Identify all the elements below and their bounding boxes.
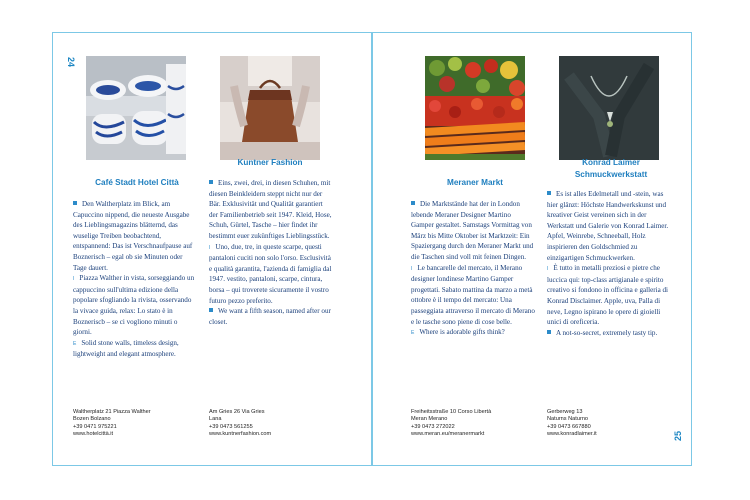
address-website[interactable]: www.meran.eu/meranermarkt — [411, 430, 485, 437]
text-german: Den Waltherplatz im Blick, am Capuccino nippend, die neueste Ausgabe des Lieblingsmagazins blätternd, das wuselige Treiben beobachtend, entspannend: Das ist Verschnaufpause auf Boznerisch – egal ob sie Minuten oder Tage dauert. — [73, 200, 193, 272]
text-english: We want a fifth season, named after our closet. — [209, 307, 331, 326]
address-city: Bozen Bolzano — [73, 416, 111, 423]
english-marker: E — [73, 340, 77, 347]
address-block — [209, 409, 271, 438]
address-city: Lana — [209, 416, 222, 423]
german-marker-icon — [209, 180, 213, 184]
jewelry-photo — [559, 56, 659, 160]
address-phone: +39 0473 667880 — [547, 423, 591, 430]
text-italian: Le bancarelle del mercato, il Merano designer londinese Martino Gamper progettati. Sabato mattina da marzo a metà ottobre è il tempo del mercato: Una passeggiata attraverso il mercato di Merano e le tasche sono piene di cose belle. — [411, 263, 535, 326]
text-german: Eins, zwei, drei, in diesen Schuhen, mit diesen Beinkleidern steppt nicht nur der Bär. Exklusivität und Qualität garantiert der Familienbetrieb seit 1947. Kleid, Hose, Schuh, Gürtel, Tasche – hier findet ihr bestimmt euer zukünftiges Lieblingsstück. — [209, 179, 332, 240]
german-marker-icon — [411, 201, 415, 205]
text-italian: È tutto in metalli preziosi e pietre che luccica qui: top-class artigianale e spirito creativo si fondono in officina e galleria di Konrad Disclaimer. Apple, uva, Palla di neve, Legno ispirano le opere di gioielli unici di oreficeria. — [547, 264, 669, 327]
text-italian: Piazza Walther in vista, sorseggiando un cappuccino sull'ultima edizione della popolare sfogliando la rivista, osservando la vivace guida, relax: Lo stato è in Bozneriscb – se ci vogliono minuti o giorni. — [73, 274, 195, 337]
address-website[interactable]: www.hotelcittà.it — [73, 430, 114, 437]
left-page — [52, 32, 372, 466]
text-english: Solid stone walls, timeless design, lightweight and elegant atmosphere. — [73, 338, 179, 359]
card-body — [73, 199, 197, 360]
teacups-photo — [86, 56, 186, 160]
card-title: Konrad Laimer Schmuckwerkstatt — [574, 158, 648, 179]
address-website[interactable]: www.konradlaimer.it — [547, 430, 597, 437]
address-block — [547, 409, 597, 438]
address-street: Waltherplatz 21 Piazza Walther — [73, 409, 151, 415]
address-city: Naturns Naturno — [547, 416, 589, 423]
text-german: Es ist alles Edelmetall und -stein, was hier glänzt: Höchste Handwerkskunst und kreativer Geist vereinen sich in der Werkstatt und Galerie von Konrad Laimer. Apfel, Weinrebe, Schneeball, Holz inspirieren den Goldschmied zu einzigartigen Schmuckwerken. — [547, 190, 669, 262]
address-street: Am Gries 26 Via Gries — [209, 409, 265, 415]
page-number-left: 24 — [66, 57, 76, 68]
english-marker-icon — [547, 330, 551, 334]
card-body — [411, 199, 535, 339]
page-number-right: 25 — [672, 430, 683, 442]
card-title: Café Stadt Hotel Città — [95, 178, 179, 187]
handbag-photo — [220, 56, 320, 160]
address-phone: +39 0473 561255 — [209, 423, 253, 430]
address-street: Freiheitsstraße 10 Corso Libertà — [411, 409, 492, 415]
address-block — [73, 409, 151, 438]
address-block — [411, 409, 491, 438]
right-page — [372, 32, 692, 466]
address-phone: +39 0473 272022 — [411, 423, 455, 430]
text-italian: Uno, due, tre, in queste scarpe, questi pantaloni cuciti non solo l'orso. Esclusività e qualità garantita, l'azienda di famiglia dal 1947. vestito, pantaloni, scarpe, cintura, borsa – qui troverete sicuramente il vostro futuro pezzo preferito. — [209, 242, 332, 305]
address-phone: +39 0471 975221 — [73, 423, 117, 430]
address-website[interactable]: www.kuntnerfashion.com — [209, 430, 272, 437]
card-body — [209, 178, 333, 327]
italian-marker: I — [73, 276, 75, 283]
italian-marker: I — [547, 266, 549, 273]
card-body — [547, 189, 671, 338]
text-english: A not-so-secret, extremely tasty tip. — [556, 328, 658, 337]
text-english: Where is adorable gifts think? — [419, 328, 505, 337]
vegetables-photo — [425, 56, 525, 160]
german-marker-icon — [547, 191, 551, 195]
italian-marker: I — [411, 265, 413, 272]
text-german: Die Marktstände hat der in London lebende Meraner Designer Martino Gamper gestaltet. Samstags Vormittag von März bis Mitte Oktober ist Marktzeit: Ein Spaziergang durch den Meraner Markt und die Taschen sind voll mit feinen Dingen. — [411, 200, 534, 261]
card-title: Kuntner Fashion — [237, 158, 303, 167]
card-title: Meraner Markt — [447, 178, 503, 187]
english-marker: E — [411, 330, 415, 337]
german-marker-icon — [73, 201, 77, 205]
address-city: Meran Merano — [411, 416, 448, 423]
italian-marker: I — [209, 244, 211, 251]
english-marker-icon — [209, 308, 213, 312]
address-street: Gerberweg 13 — [547, 409, 583, 415]
